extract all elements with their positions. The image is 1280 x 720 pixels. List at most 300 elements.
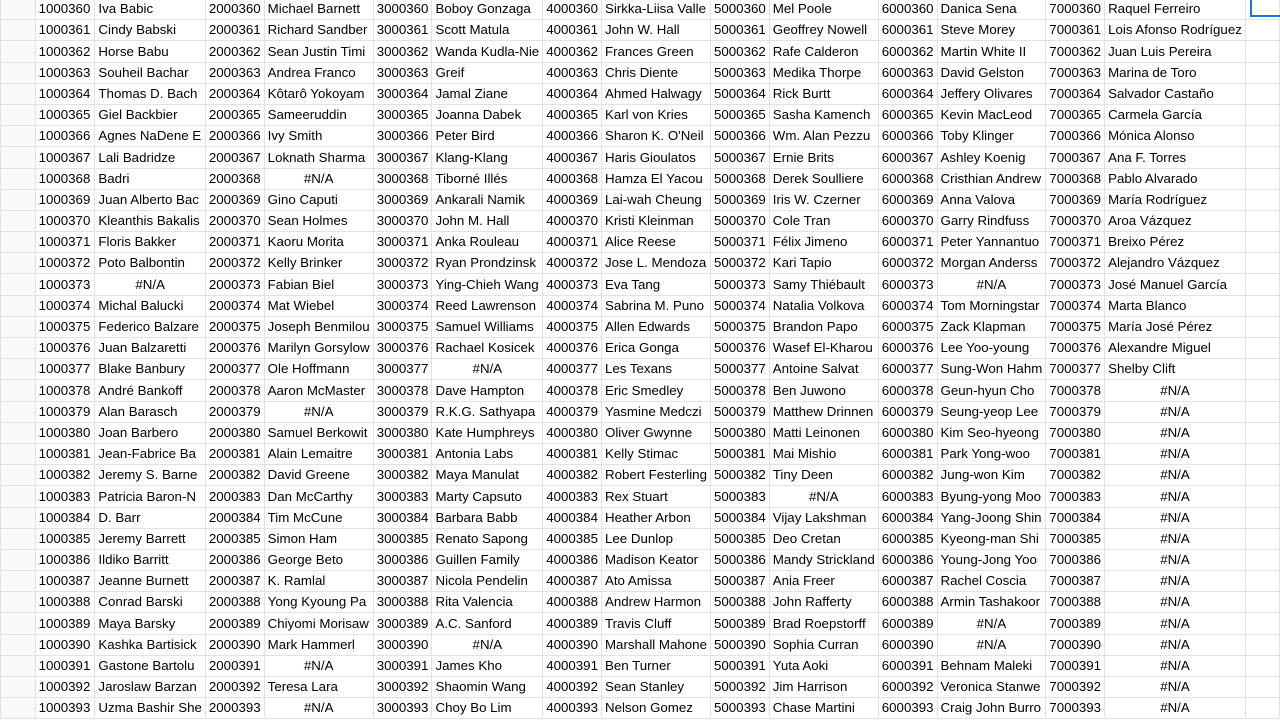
- name-cell[interactable]: Joan Barbero: [95, 422, 205, 443]
- id-cell[interactable]: 6000392: [878, 677, 937, 698]
- name-cell[interactable]: Blake Banbury: [95, 359, 205, 380]
- name-cell[interactable]: Park Yong-woo: [937, 443, 1046, 464]
- name-cell[interactable]: Scott Matula: [432, 20, 543, 41]
- name-cell[interactable]: Renato Sapong: [432, 528, 543, 549]
- id-cell[interactable]: 5000390: [710, 634, 769, 655]
- id-cell[interactable]: 2000388: [205, 592, 264, 613]
- id-cell[interactable]: 7000372: [1046, 253, 1105, 274]
- id-cell[interactable]: 1000362: [35, 41, 95, 62]
- id-cell[interactable]: 1000381: [35, 443, 95, 464]
- id-cell[interactable]: 5000386: [710, 549, 769, 570]
- empty-cell[interactable]: [1245, 571, 1279, 592]
- name-cell[interactable]: Armin Tashakoor: [937, 592, 1046, 613]
- id-cell[interactable]: 3000362: [373, 41, 432, 62]
- id-cell[interactable]: 5000370: [710, 210, 769, 231]
- id-cell[interactable]: 6000385: [878, 528, 937, 549]
- name-cell[interactable]: George Beto: [264, 549, 373, 570]
- name-cell[interactable]: John W. Hall: [601, 20, 710, 41]
- name-cell[interactable]: Rafe Calderon: [769, 41, 878, 62]
- id-cell[interactable]: 5000374: [710, 295, 769, 316]
- id-cell[interactable]: 3000372: [373, 253, 432, 274]
- name-cell[interactable]: R.K.G. Sathyapa: [432, 401, 543, 422]
- name-cell[interactable]: Geoffrey Nowell: [769, 20, 878, 41]
- id-cell[interactable]: 7000380: [1046, 422, 1105, 443]
- id-cell[interactable]: 6000382: [878, 465, 937, 486]
- name-cell[interactable]: Poto Balbontin: [95, 253, 205, 274]
- name-cell[interactable]: #N/A: [1105, 677, 1246, 698]
- id-cell[interactable]: 7000387: [1046, 571, 1105, 592]
- id-cell[interactable]: 4000370: [543, 210, 602, 231]
- id-cell[interactable]: 6000387: [878, 571, 937, 592]
- id-cell[interactable]: 3000366: [373, 126, 432, 147]
- name-cell[interactable]: Kleanthis Bakalis: [95, 210, 205, 231]
- id-cell[interactable]: 2000363: [205, 62, 264, 83]
- name-cell[interactable]: #N/A: [1105, 380, 1246, 401]
- name-cell[interactable]: Kate Humphreys: [432, 422, 543, 443]
- id-cell[interactable]: 5000382: [710, 465, 769, 486]
- id-cell[interactable]: 4000385: [543, 528, 602, 549]
- id-cell[interactable]: 4000381: [543, 443, 602, 464]
- name-cell[interactable]: Tiny Deen: [769, 465, 878, 486]
- name-cell[interactable]: Lai-wah Cheung: [601, 189, 710, 210]
- name-cell[interactable]: #N/A: [937, 274, 1046, 295]
- name-cell[interactable]: #N/A: [1105, 507, 1246, 528]
- row-header[interactable]: [1, 528, 36, 549]
- row-header[interactable]: [1, 316, 36, 337]
- name-cell[interactable]: Toby Klinger: [937, 126, 1046, 147]
- name-cell[interactable]: Jaroslaw Barzan: [95, 677, 205, 698]
- id-cell[interactable]: 1000375: [35, 316, 95, 337]
- name-cell[interactable]: Ildiko Barritt: [95, 549, 205, 570]
- id-cell[interactable]: 6000365: [878, 104, 937, 125]
- name-cell[interactable]: Federico Balzare: [95, 316, 205, 337]
- id-cell[interactable]: 3000385: [373, 528, 432, 549]
- id-cell[interactable]: 4000366: [543, 126, 602, 147]
- name-cell[interactable]: Horse Babu: [95, 41, 205, 62]
- id-cell[interactable]: 3000364: [373, 83, 432, 104]
- id-cell[interactable]: 1000361: [35, 20, 95, 41]
- id-cell[interactable]: 3000367: [373, 147, 432, 168]
- name-cell[interactable]: Samuel Berkowit: [264, 422, 373, 443]
- name-cell[interactable]: Oliver Gwynne: [601, 422, 710, 443]
- id-cell[interactable]: 1000391: [35, 655, 95, 676]
- id-cell[interactable]: 7000363: [1046, 62, 1105, 83]
- name-cell[interactable]: Rachel Coscia: [937, 571, 1046, 592]
- name-cell[interactable]: #N/A: [264, 401, 373, 422]
- id-cell[interactable]: 2000375: [205, 316, 264, 337]
- id-cell[interactable]: 1000393: [35, 698, 95, 719]
- name-cell[interactable]: #N/A: [1105, 655, 1246, 676]
- empty-cell[interactable]: [1245, 380, 1279, 401]
- row-header[interactable]: [1, 571, 36, 592]
- id-cell[interactable]: 5000364: [710, 83, 769, 104]
- name-cell[interactable]: Ania Freer: [769, 571, 878, 592]
- id-cell[interactable]: 1000387: [35, 571, 95, 592]
- id-cell[interactable]: 2000370: [205, 210, 264, 231]
- id-cell[interactable]: 1000373: [35, 274, 95, 295]
- name-cell[interactable]: Wanda Kudla-Nie: [432, 41, 543, 62]
- name-cell[interactable]: Fabian Biel: [264, 274, 373, 295]
- name-cell[interactable]: Shelby Clift: [1105, 359, 1246, 380]
- name-cell[interactable]: Ryan Prondzinsk: [432, 253, 543, 274]
- name-cell[interactable]: Mónica Alonso: [1105, 126, 1246, 147]
- name-cell[interactable]: #N/A: [1105, 634, 1246, 655]
- name-cell[interactable]: Rex Stuart: [601, 486, 710, 507]
- id-cell[interactable]: 4000382: [543, 465, 602, 486]
- name-cell[interactable]: Wm. Alan Pezzu: [769, 126, 878, 147]
- id-cell[interactable]: 7000373: [1046, 274, 1105, 295]
- name-cell[interactable]: Ben Juwono: [769, 380, 878, 401]
- id-cell[interactable]: 7000371: [1046, 232, 1105, 253]
- id-cell[interactable]: 5000383: [710, 486, 769, 507]
- name-cell[interactable]: Ivy Smith: [264, 126, 373, 147]
- id-cell[interactable]: 1000382: [35, 465, 95, 486]
- name-cell[interactable]: Nelson Gomez: [601, 698, 710, 719]
- row-header[interactable]: [1, 232, 36, 253]
- name-cell[interactable]: Madison Keator: [601, 549, 710, 570]
- id-cell[interactable]: 6000386: [878, 549, 937, 570]
- name-cell[interactable]: Sean Justin Timi: [264, 41, 373, 62]
- name-cell[interactable]: D. Barr: [95, 507, 205, 528]
- row-header[interactable]: [1, 62, 36, 83]
- id-cell[interactable]: 7000376: [1046, 338, 1105, 359]
- name-cell[interactable]: Kaoru Morita: [264, 232, 373, 253]
- name-cell[interactable]: Tom Morningstar: [937, 295, 1046, 316]
- name-cell[interactable]: John M. Hall: [432, 210, 543, 231]
- id-cell[interactable]: 6000384: [878, 507, 937, 528]
- id-cell[interactable]: 1000383: [35, 486, 95, 507]
- id-cell[interactable]: 5000381: [710, 443, 769, 464]
- name-cell[interactable]: Geun-hyun Cho: [937, 380, 1046, 401]
- id-cell[interactable]: 5000375: [710, 316, 769, 337]
- name-cell[interactable]: Wasef El-Kharou: [769, 338, 878, 359]
- empty-cell[interactable]: [1245, 401, 1279, 422]
- empty-cell[interactable]: [1245, 443, 1279, 464]
- id-cell[interactable]: 4000367: [543, 147, 602, 168]
- row-header[interactable]: [1, 104, 36, 125]
- name-cell[interactable]: Chris Diente: [601, 62, 710, 83]
- id-cell[interactable]: 2000380: [205, 422, 264, 443]
- name-cell[interactable]: Chase Martini: [769, 698, 878, 719]
- name-cell[interactable]: Byung-yong Moo: [937, 486, 1046, 507]
- id-cell[interactable]: 1000380: [35, 422, 95, 443]
- name-cell[interactable]: Badri: [95, 168, 205, 189]
- id-cell[interactable]: 2000385: [205, 528, 264, 549]
- id-cell[interactable]: 3000391: [373, 655, 432, 676]
- name-cell[interactable]: Morgan Anderss: [937, 253, 1046, 274]
- id-cell[interactable]: 7000386: [1046, 549, 1105, 570]
- id-cell[interactable]: 7000383: [1046, 486, 1105, 507]
- name-cell[interactable]: Maya Barsky: [95, 613, 205, 634]
- name-cell[interactable]: Tiborné Illés: [432, 168, 543, 189]
- name-cell[interactable]: Kôtarô Yokoyam: [264, 83, 373, 104]
- name-cell[interactable]: Hamza El Yacou: [601, 168, 710, 189]
- empty-cell[interactable]: [1245, 634, 1279, 655]
- name-cell[interactable]: Sasha Kamench: [769, 104, 878, 125]
- id-cell[interactable]: 7000366: [1046, 126, 1105, 147]
- name-cell[interactable]: Cindy Babski: [95, 20, 205, 41]
- id-cell[interactable]: 3000377: [373, 359, 432, 380]
- name-cell[interactable]: K. Ramlal: [264, 571, 373, 592]
- name-cell[interactable]: Natalia Volkova: [769, 295, 878, 316]
- empty-cell[interactable]: [1245, 592, 1279, 613]
- empty-cell[interactable]: [1245, 126, 1279, 147]
- name-cell[interactable]: Lee Dunlop: [601, 528, 710, 549]
- name-cell[interactable]: David Greene: [264, 465, 373, 486]
- name-cell[interactable]: Greif: [432, 62, 543, 83]
- name-cell[interactable]: Martin White II: [937, 41, 1046, 62]
- name-cell[interactable]: Klang-Klang: [432, 147, 543, 168]
- name-cell[interactable]: Alain Lemaitre: [264, 443, 373, 464]
- name-cell[interactable]: Steve Morey: [937, 20, 1046, 41]
- id-cell[interactable]: 1000392: [35, 677, 95, 698]
- name-cell[interactable]: Sean Stanley: [601, 677, 710, 698]
- id-cell[interactable]: 5000368: [710, 168, 769, 189]
- id-cell[interactable]: 3000371: [373, 232, 432, 253]
- id-cell[interactable]: 3000390: [373, 634, 432, 655]
- id-cell[interactable]: 2000376: [205, 338, 264, 359]
- id-cell[interactable]: 1000377: [35, 359, 95, 380]
- name-cell[interactable]: #N/A: [1105, 528, 1246, 549]
- id-cell[interactable]: 5000361: [710, 20, 769, 41]
- name-cell[interactable]: Mai Mishio: [769, 443, 878, 464]
- name-cell[interactable]: Kevin MacLeod: [937, 104, 1046, 125]
- name-cell[interactable]: Dan McCarthy: [264, 486, 373, 507]
- empty-cell[interactable]: [1245, 528, 1279, 549]
- id-cell[interactable]: 4000373: [543, 274, 602, 295]
- id-cell[interactable]: 4000391: [543, 655, 602, 676]
- id-cell[interactable]: 1000372: [35, 253, 95, 274]
- name-cell[interactable]: Samuel Williams: [432, 316, 543, 337]
- name-cell[interactable]: Mat Wiebel: [264, 295, 373, 316]
- id-cell[interactable]: 6000390: [878, 634, 937, 655]
- name-cell[interactable]: Anka Rouleau: [432, 232, 543, 253]
- id-cell[interactable]: 2000392: [205, 677, 264, 698]
- name-cell[interactable]: #N/A: [769, 486, 878, 507]
- name-cell[interactable]: Samy Thiébault: [769, 274, 878, 295]
- row-header[interactable]: [1, 698, 36, 719]
- id-cell[interactable]: 6000391: [878, 655, 937, 676]
- id-cell[interactable]: 3000363: [373, 62, 432, 83]
- id-cell[interactable]: 6000373: [878, 274, 937, 295]
- id-cell[interactable]: 2000384: [205, 507, 264, 528]
- id-cell[interactable]: 4000389: [543, 613, 602, 634]
- name-cell[interactable]: Boboy Gonzaga: [432, 0, 543, 20]
- name-cell[interactable]: Teresa Lara: [264, 677, 373, 698]
- id-cell[interactable]: 5000380: [710, 422, 769, 443]
- empty-cell[interactable]: [1245, 274, 1279, 295]
- id-cell[interactable]: 4000386: [543, 549, 602, 570]
- id-cell[interactable]: 4000361: [543, 20, 602, 41]
- empty-cell[interactable]: [1245, 338, 1279, 359]
- name-cell[interactable]: Marta Blanco: [1105, 295, 1246, 316]
- name-cell[interactable]: Aaron McMaster: [264, 380, 373, 401]
- id-cell[interactable]: 2000381: [205, 443, 264, 464]
- name-cell[interactable]: #N/A: [1105, 613, 1246, 634]
- name-cell[interactable]: Derek Soulliere: [769, 168, 878, 189]
- id-cell[interactable]: 5000384: [710, 507, 769, 528]
- id-cell[interactable]: 7000378: [1046, 380, 1105, 401]
- name-cell[interactable]: Garry Rindfuss: [937, 210, 1046, 231]
- id-cell[interactable]: 2000372: [205, 253, 264, 274]
- name-cell[interactable]: #N/A: [264, 698, 373, 719]
- id-cell[interactable]: 6000361: [878, 20, 937, 41]
- id-cell[interactable]: 4000371: [543, 232, 602, 253]
- id-cell[interactable]: 4000365: [543, 104, 602, 125]
- name-cell[interactable]: Guillen Family: [432, 549, 543, 570]
- id-cell[interactable]: 4000360: [543, 0, 602, 20]
- name-cell[interactable]: #N/A: [432, 634, 543, 655]
- id-cell[interactable]: 2000373: [205, 274, 264, 295]
- name-cell[interactable]: Marilyn Gorsylow: [264, 338, 373, 359]
- name-cell[interactable]: María José Pérez: [1105, 316, 1246, 337]
- name-cell[interactable]: Andrea Franco: [264, 62, 373, 83]
- id-cell[interactable]: 6000393: [878, 698, 937, 719]
- id-cell[interactable]: 1000368: [35, 168, 95, 189]
- name-cell[interactable]: Sharon K. O'Neil: [601, 126, 710, 147]
- name-cell[interactable]: Chiyomi Morisaw: [264, 613, 373, 634]
- name-cell[interactable]: Ato Amissa: [601, 571, 710, 592]
- name-cell[interactable]: Robert Festerling: [601, 465, 710, 486]
- id-cell[interactable]: 6000375: [878, 316, 937, 337]
- name-cell[interactable]: Anna Valova: [937, 189, 1046, 210]
- name-cell[interactable]: Frances Green: [601, 41, 710, 62]
- name-cell[interactable]: Thomas D. Bach: [95, 83, 205, 104]
- name-cell[interactable]: Ben Turner: [601, 655, 710, 676]
- name-cell[interactable]: Lee Yoo-young: [937, 338, 1046, 359]
- id-cell[interactable]: 1000374: [35, 295, 95, 316]
- id-cell[interactable]: 4000392: [543, 677, 602, 698]
- id-cell[interactable]: 5000378: [710, 380, 769, 401]
- name-cell[interactable]: Antoine Salvat: [769, 359, 878, 380]
- id-cell[interactable]: 5000373: [710, 274, 769, 295]
- id-cell[interactable]: 4000384: [543, 507, 602, 528]
- id-cell[interactable]: 6000381: [878, 443, 937, 464]
- name-cell[interactable]: Ole Hoffmann: [264, 359, 373, 380]
- row-header[interactable]: [1, 655, 36, 676]
- name-cell[interactable]: Ankarali Namik: [432, 189, 543, 210]
- name-cell[interactable]: #N/A: [1105, 465, 1246, 486]
- name-cell[interactable]: Marshall Mahone: [601, 634, 710, 655]
- name-cell[interactable]: Shaomin Wang: [432, 677, 543, 698]
- empty-cell[interactable]: [1245, 549, 1279, 570]
- name-cell[interactable]: Yong Kyoung Pa: [264, 592, 373, 613]
- row-header[interactable]: [1, 613, 36, 634]
- id-cell[interactable]: 5000365: [710, 104, 769, 125]
- name-cell[interactable]: Uzma Bashir She: [95, 698, 205, 719]
- id-cell[interactable]: 3000382: [373, 465, 432, 486]
- id-cell[interactable]: 6000380: [878, 422, 937, 443]
- row-header[interactable]: [1, 253, 36, 274]
- id-cell[interactable]: 1000388: [35, 592, 95, 613]
- empty-cell[interactable]: [1245, 83, 1279, 104]
- row-header[interactable]: [1, 126, 36, 147]
- row-header[interactable]: [1, 507, 36, 528]
- id-cell[interactable]: 2000383: [205, 486, 264, 507]
- name-cell[interactable]: Jean-Fabrice Ba: [95, 443, 205, 464]
- row-header[interactable]: [1, 189, 36, 210]
- id-cell[interactable]: 6000372: [878, 253, 937, 274]
- id-cell[interactable]: 2000362: [205, 41, 264, 62]
- id-cell[interactable]: 2000377: [205, 359, 264, 380]
- name-cell[interactable]: Conrad Barski: [95, 592, 205, 613]
- name-cell[interactable]: Maya Manulat: [432, 465, 543, 486]
- id-cell[interactable]: 5000363: [710, 62, 769, 83]
- selected-cell-outline[interactable]: [1250, 0, 1280, 17]
- empty-cell[interactable]: [1245, 168, 1279, 189]
- id-cell[interactable]: 3000389: [373, 613, 432, 634]
- id-cell[interactable]: 7000388: [1046, 592, 1105, 613]
- id-cell[interactable]: 3000368: [373, 168, 432, 189]
- row-header[interactable]: [1, 147, 36, 168]
- id-cell[interactable]: 5000379: [710, 401, 769, 422]
- name-cell[interactable]: Carmela García: [1105, 104, 1246, 125]
- id-cell[interactable]: 7000361: [1046, 20, 1105, 41]
- id-cell[interactable]: 5000392: [710, 677, 769, 698]
- name-cell[interactable]: Marina de Toro: [1105, 62, 1246, 83]
- id-cell[interactable]: 6000369: [878, 189, 937, 210]
- name-cell[interactable]: Heather Arbon: [601, 507, 710, 528]
- name-cell[interactable]: Les Texans: [601, 359, 710, 380]
- row-header[interactable]: [1, 274, 36, 295]
- row-header[interactable]: [1, 210, 36, 231]
- row-header[interactable]: [1, 380, 36, 401]
- name-cell[interactable]: Tim McCune: [264, 507, 373, 528]
- name-cell[interactable]: Gastone Bartolu: [95, 655, 205, 676]
- name-cell[interactable]: Eric Smedley: [601, 380, 710, 401]
- id-cell[interactable]: 5000388: [710, 592, 769, 613]
- name-cell[interactable]: Loknath Sharma: [264, 147, 373, 168]
- id-cell[interactable]: 2000361: [205, 20, 264, 41]
- name-cell[interactable]: Richard Sandber: [264, 20, 373, 41]
- name-cell[interactable]: Raquel Ferreiro: [1105, 0, 1246, 20]
- name-cell[interactable]: Juan Balzaretti: [95, 338, 205, 359]
- id-cell[interactable]: 3000365: [373, 104, 432, 125]
- name-cell[interactable]: Rita Valencia: [432, 592, 543, 613]
- name-cell[interactable]: Marty Capsuto: [432, 486, 543, 507]
- id-cell[interactable]: 1000364: [35, 83, 95, 104]
- id-cell[interactable]: 4000383: [543, 486, 602, 507]
- empty-cell[interactable]: [1245, 189, 1279, 210]
- name-cell[interactable]: Aroa Vázquez: [1105, 210, 1246, 231]
- id-cell[interactable]: 2000360: [205, 0, 264, 20]
- id-cell[interactable]: 4000390: [543, 634, 602, 655]
- id-cell[interactable]: 1000371: [35, 232, 95, 253]
- id-cell[interactable]: 6000374: [878, 295, 937, 316]
- id-cell[interactable]: 1000369: [35, 189, 95, 210]
- row-header[interactable]: [1, 20, 36, 41]
- id-cell[interactable]: 6000364: [878, 83, 937, 104]
- name-cell[interactable]: Alexandre Miguel: [1105, 338, 1246, 359]
- name-cell[interactable]: Jim Harrison: [769, 677, 878, 698]
- id-cell[interactable]: 4000378: [543, 380, 602, 401]
- name-cell[interactable]: Sung-Won Hahm: [937, 359, 1046, 380]
- name-cell[interactable]: #N/A: [937, 613, 1046, 634]
- name-cell[interactable]: Mark Hammerl: [264, 634, 373, 655]
- name-cell[interactable]: Jeremy Barrett: [95, 528, 205, 549]
- name-cell[interactable]: Young-Jong Yoo: [937, 549, 1046, 570]
- empty-cell[interactable]: [1245, 465, 1279, 486]
- name-cell[interactable]: Jung-won Kim: [937, 465, 1046, 486]
- name-cell[interactable]: #N/A: [1105, 401, 1246, 422]
- name-cell[interactable]: Salvador Castaño: [1105, 83, 1246, 104]
- name-cell[interactable]: #N/A: [1105, 422, 1246, 443]
- id-cell[interactable]: 3000380: [373, 422, 432, 443]
- id-cell[interactable]: 5000391: [710, 655, 769, 676]
- id-cell[interactable]: 7000362: [1046, 41, 1105, 62]
- id-cell[interactable]: 6000370: [878, 210, 937, 231]
- name-cell[interactable]: Antonia Labs: [432, 443, 543, 464]
